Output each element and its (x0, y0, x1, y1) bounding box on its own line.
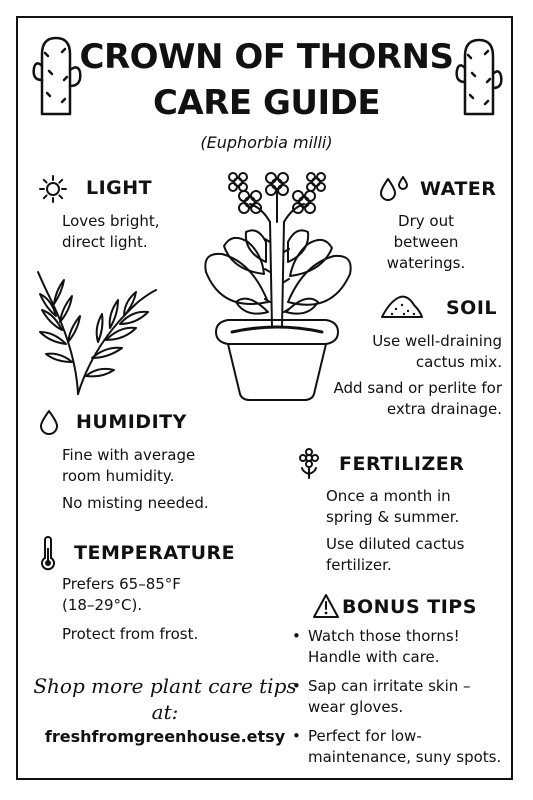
light-heading: LIGHT (86, 177, 153, 199)
fertilizer-text-1: Once a month in spring & summer. (326, 487, 460, 526)
thermometer-icon (40, 536, 56, 570)
humidity-text-1: Fine with average room humidity. (62, 446, 196, 485)
humidity-heading: HUMIDITY (76, 411, 187, 433)
temperature-text-1: Prefers 65–85°F (18–29°C). (62, 575, 181, 614)
bonus-tips-heading: BONUS TIPS (342, 596, 477, 618)
title-line-2: CARE GUIDE (152, 83, 381, 123)
fern-illustration (32, 262, 162, 397)
subtitle: (Euphorbia milli) (200, 133, 333, 152)
soil-mound-icon (380, 293, 424, 321)
shop-tagline: Shop more plant care tips at: (33, 674, 297, 724)
title-line-1: CROWN OF THORNS (79, 37, 454, 77)
fertilizer-text-2: Use diluted cactus fertilizer. (326, 535, 465, 574)
flower-icon (296, 448, 322, 480)
sun-icon (38, 174, 68, 204)
water-heading: WATER (420, 178, 497, 200)
water-text: Dry out between waterings. (386, 212, 466, 272)
bonus-tip-item: • Sap can irritate skin – wear gloves. (292, 676, 504, 718)
temperature-text-2: Protect from frost. (62, 625, 199, 643)
bonus-tip-item: • Watch those thorns! Handle with care. (292, 626, 504, 668)
fertilizer-heading: FERTILIZER (339, 453, 465, 475)
soil-text-1: Use well-draining cactus mix. (372, 332, 502, 371)
water-drops-icon (378, 175, 412, 203)
soil-text-2: Add sand or perlite for extra drainage. (333, 379, 502, 418)
soil-heading: SOIL (446, 297, 498, 319)
shop-url[interactable]: freshfromgreenhouse.etsy (44, 727, 286, 746)
humidity-text-2: No misting needed. (62, 494, 209, 512)
bonus-tips-list (292, 626, 504, 776)
temperature-heading: TEMPERATURE (74, 542, 236, 564)
bonus-tip-item: • Perfect for low-maintenance, suny spots. (292, 726, 504, 768)
warning-icon (312, 593, 340, 619)
potted-plant-illustration (192, 162, 362, 402)
light-text: Loves bright, direct light. (62, 212, 160, 251)
droplet-icon (38, 408, 60, 436)
